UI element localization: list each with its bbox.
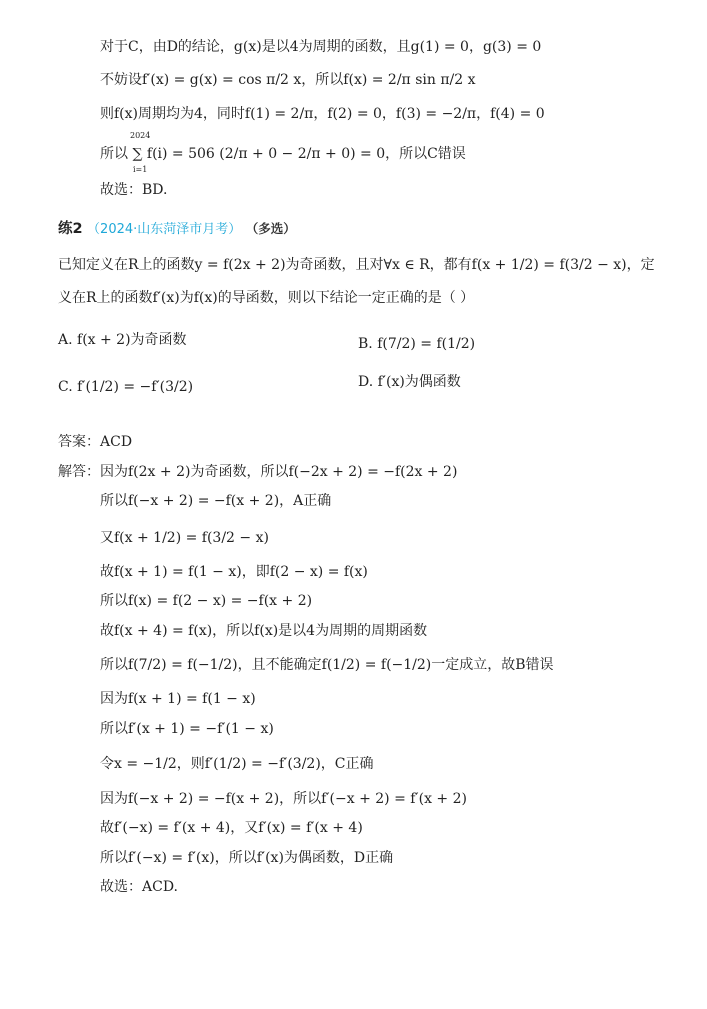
continued-line-2: 不妨设f′(x) = g(x) = cos π/2 x，所以f(x) = 2/π sin π/2 x [100, 72, 476, 88]
sum-expression: 所以 ∑ f(i) = 506 (2/π + 0 − 2/π + 0) = 0，所以C错误 [100, 146, 466, 162]
option-d: D. f′(x)为偶函数 [358, 374, 461, 390]
continued-line-4 [100, 144, 466, 164]
solution-conclusion: 故选：ACD. [100, 879, 178, 895]
solution-line: 故f(x + 1) = f(1 − x)，即f(2 − x) = f(x) [100, 564, 368, 580]
continued-conclusion: 故选：BD. [100, 182, 168, 198]
answer-label: 答案： [58, 434, 100, 450]
sum-upper-limit: 2024 [130, 131, 151, 140]
continued-line-3: 则f(x)周期均为4，同时f(1) = 2/π，f(2) = 0，f(3) = −2/π，f(4) = 0 [100, 106, 545, 122]
solution-label: 解答： [58, 464, 100, 480]
solution-line: 所以f(−x + 2) = −f(x + 2)，A正确 [100, 493, 332, 509]
exercise-stem-line-1: 已知定义在R上的函数y = f(2x + 2)为奇函数，且对∀x ∈ R，都有f(x + 1/2) = f(3/2 − x)，定 [58, 257, 655, 273]
solution-line: 令x = −1/2，则f′(1/2) = −f′(3/2)，C正确 [100, 756, 374, 772]
solution-line: 所以f′(x + 1) = −f′(1 − x) [100, 721, 274, 737]
option-a: A. f(x + 2)为奇函数 [58, 332, 187, 348]
solution-line: 因为f(−x + 2) = −f(x + 2)，所以f′(−x + 2) = f′(x + 2) [100, 791, 467, 807]
continued-line-1: 对于C，由D的结论，g(x)是以4为周期的函数，且g(1) = 0，g(3) = 0 [100, 39, 542, 55]
solution-line: 故f(x + 4) = f(x)，所以f(x)是以4为周期的周期函数 [100, 623, 428, 639]
exercise-stem-line-2: 义在R上的函数f′(x)为f(x)的导函数，则以下结论一定正确的是（ ） [58, 290, 475, 306]
exercise-label: 练2 [58, 221, 83, 237]
answer-value: ACD [100, 434, 133, 450]
solution-line: 所以f(x) = f(2 − x) = −f(x + 2) [100, 593, 313, 609]
solution-line: 又f(x + 1/2) = f(3/2 − x) [100, 530, 269, 546]
exercise-header [58, 219, 296, 240]
answer-line [58, 432, 132, 452]
solution-line: 所以f′(−x) = f′(x)，所以f′(x)为偶函数，D正确 [100, 850, 394, 866]
exercise-source: （2024·山东菏泽市月考） [87, 222, 242, 237]
solution-line: 所以f(7/2) = f(−1/2)，且不能确定f(1/2) = f(−1/2)一定成立，故B错误 [100, 657, 554, 673]
exercise-type: （多选） [245, 221, 296, 236]
sum-lower-limit: i=1 [133, 165, 148, 174]
solution-line: 因为f(2x + 2)为奇函数，所以f(−2x + 2) = −f(2x + 2) [100, 464, 458, 480]
option-b: B. f(7/2) = f(1/2) [358, 336, 476, 352]
solution-line: 故f′(−x) = f′(x + 4)，又f′(x) = f′(x + 4) [100, 820, 363, 836]
solution-line: 因为f(x + 1) = f(1 − x) [100, 691, 256, 707]
option-c: C. f′(1/2) = −f′(3/2) [58, 379, 194, 395]
